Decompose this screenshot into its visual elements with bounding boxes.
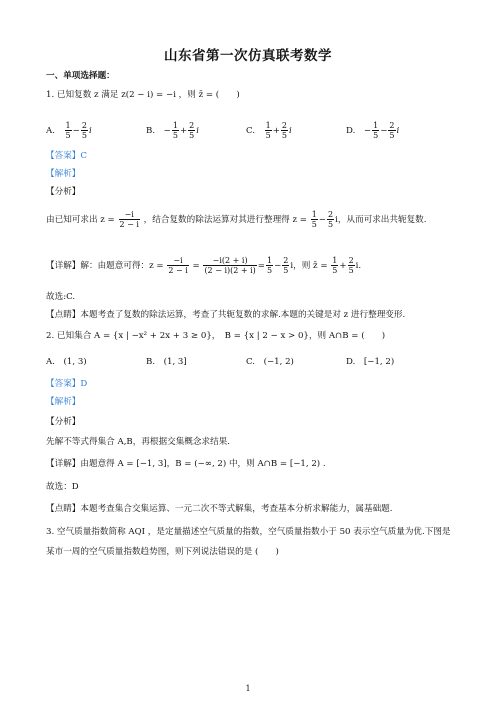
q1-detail-frac-4: $\frac{2}{5}$ <box>283 256 289 275</box>
q1-analysis-tag: 【解析】 <box>46 169 81 179</box>
fraction-numerator: 2 <box>81 121 87 130</box>
fraction-denominator: 5 <box>373 131 379 140</box>
q1-detail-part-b: i，则 z̄ = <box>290 261 328 271</box>
q2-option-b: B. (1, 3] <box>146 357 187 367</box>
option-imaginary-unit: i <box>196 126 199 136</box>
option-letter: D. <box>346 126 364 136</box>
fraction-denominator: (2 − i)(2 + i) <box>204 266 256 275</box>
fraction-numerator: 1 <box>65 121 71 130</box>
fraction-denominator: 5 <box>172 131 178 140</box>
fraction-numerator: 2 <box>281 121 287 130</box>
option-fraction-1 <box>172 121 179 140</box>
fraction-numerator: −i <box>119 210 140 220</box>
fraction-numerator: −i <box>167 256 188 266</box>
fraction-numerator: −i(2 + i) <box>203 256 256 266</box>
page-title: 山东省第一次仿真联考数学 <box>164 48 332 64</box>
option-letter: B. <box>146 126 164 136</box>
fraction-denominator: 2 − i <box>119 220 139 229</box>
fraction-numerator: 1 <box>172 121 178 130</box>
q1-detail-frac-2 <box>203 256 256 275</box>
option-letter: A. <box>46 126 64 136</box>
option-letter: C. <box>246 126 264 136</box>
fraction-denominator: 2 − i <box>168 266 188 275</box>
option-fraction-2 <box>281 121 288 140</box>
fraction-numerator: 1 <box>373 121 379 130</box>
q2-fenxi: 先解不等式得集合 A,B，再根据交集概念求结果. <box>46 437 230 447</box>
option-operator: + <box>179 126 188 136</box>
q1-fenxi-part-b: ，结合复数的除法运算对其进行整理得 z = <box>143 215 307 225</box>
option-sign: − <box>363 126 372 136</box>
fraction-numerator: 1 <box>265 121 271 130</box>
option-operator: − <box>72 126 80 136</box>
q1-detail-frac-3: $\frac{1}{5}$ <box>267 256 273 275</box>
q2-conclusion: 故选：D <box>46 482 79 492</box>
q1-answer-tag: 【答案】C <box>46 151 87 161</box>
fraction-denominator: 5 <box>81 131 87 140</box>
option-operator: − <box>380 126 388 136</box>
q1-detail-frac-5: $\frac{1}{5}$ <box>332 256 338 275</box>
q2-option-a: A. (1, 3) <box>46 357 87 367</box>
q2-fenxi-tag: 【分析】 <box>46 417 81 427</box>
fraction-numerator: 2 <box>389 121 395 130</box>
q1-detail-part-c: i. <box>355 261 362 271</box>
option-imaginary-unit: i <box>88 126 92 136</box>
q1-detail-part-a: 【详解】解：由题意可得：z = <box>46 261 164 271</box>
q1-fenxi-text: 由已知可求出 z = $\frac{-i}{2 - i}$ ，结合复数的除法运算对其进行整理得 z = $\frac{1}{5}$ − $\frac{2}{5}$ i，从而可求出共轭复数. <box>46 210 427 229</box>
option-sign: − <box>163 126 171 136</box>
q1-fenxi-frac-2: $\frac{2}{5}$ <box>328 210 334 229</box>
q1-fenxi-fraction <box>119 210 140 229</box>
q1-option-a <box>46 121 92 140</box>
q2-analysis-tag: 【解析】 <box>46 397 81 407</box>
page-number: 1 <box>245 684 251 693</box>
fraction-denominator: 5 <box>265 131 271 140</box>
option-fraction-2 <box>388 121 395 140</box>
equals-sign: = <box>192 261 200 271</box>
q3-stem-line-1: 3. 空气质量指数简称 AQI ，是定量描述空气质量的指数，空气质量指数小于 50 表示空气质量为优.下图是 <box>46 527 451 537</box>
q1-fenxi-frac-1: $\frac{1}{5}$ <box>311 210 317 229</box>
q1-detail-frac-6: $\frac{2}{5}$ <box>348 256 354 275</box>
section-heading: 一、单项选择题： <box>46 71 115 81</box>
q1-detail: 【详解】解：由题意可得：z = $\frac{-i}{2 - i}$ = $\frac{-i(2 + i)}{(2 - i)(2 + i)}$ = $\frac{1}{5}$ − $\frac{2}{5}$ i，则 z̄ = $\frac{1}{5}$ + $\frac{2}{5}$ i. <box>46 256 362 275</box>
option-fraction-1 <box>372 121 379 140</box>
option-imaginary-unit: i <box>289 126 292 136</box>
q2-option-d: D. [−1, 2) <box>346 357 395 367</box>
fraction-denominator: 5 <box>389 131 395 140</box>
q1-conclusion: 故选:C. <box>46 292 76 302</box>
option-operator: + <box>272 126 280 136</box>
q1-stem: 1. 已知复数 z 满足 z(2 − i) = −i ，则 z̄ = ( ) <box>46 90 240 100</box>
fraction-numerator: 2 <box>189 121 195 130</box>
option-fraction-1 <box>65 121 72 140</box>
q1-option-d <box>346 121 399 140</box>
q1-fenxi-tag: 【分析】 <box>46 187 81 197</box>
q1-option-c <box>246 121 292 140</box>
fraction-denominator: 5 <box>65 131 71 140</box>
option-imaginary-unit: i <box>396 126 400 136</box>
q1-remark: 【点睛】本题考查了复数的除法运算，考查了共轭复数的求解.本题的关键是对 z 进行整理变形. <box>46 310 406 320</box>
q2-remark: 【点睛】本题考查集合交集运算、一元二次不等式解集，考查基本分析求解能力，属基础题. <box>46 504 393 514</box>
q2-answer-tag: 【答案】D <box>46 379 88 389</box>
fraction-denominator: 5 <box>281 131 287 140</box>
option-fraction-2 <box>81 121 88 140</box>
q2-stem: 2. 已知集合 A = {x | −x² + 2x + 3 ≥ 0}， B = {x | 2 − x > 0}，则 A∩B = ( ) <box>46 331 386 341</box>
q2-detail: 【详解】由题意得 A = [−1, 3]，B = (−∞, 2) 中，则 A∩B = [−1, 2) . <box>46 459 326 469</box>
q1-option-b <box>146 121 199 140</box>
option-fraction-1 <box>265 121 272 140</box>
fraction-denominator: 5 <box>189 131 195 140</box>
q2-option-c: C. (−1, 2) <box>246 357 294 367</box>
q1-fenxi-part-c: i，从而可求出共轭复数. <box>335 215 427 225</box>
q3-stem-line-2: 某市一周的空气质量指数趋势图，则下列说法错误的是 ( ) <box>46 547 279 557</box>
option-fraction-2 <box>188 121 195 140</box>
q1-detail-frac-1 <box>167 256 188 275</box>
q1-fenxi-part-a: 由已知可求出 z = <box>46 215 115 225</box>
